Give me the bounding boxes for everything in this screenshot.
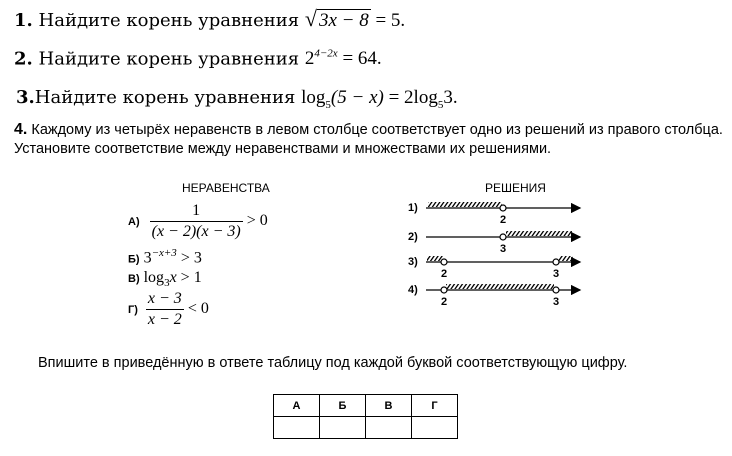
task-1-text: Найдите корень уравнения [38, 10, 300, 31]
solution-1-tick: 2 [500, 214, 507, 226]
task-3-text: Найдите корень уравнения [34, 87, 296, 108]
inequality-c-log-base: 3 [164, 277, 170, 290]
inequality-c-label: В) [128, 273, 140, 285]
inequality-a-label: А) [128, 216, 140, 229]
task-1-number: 1. [14, 10, 33, 31]
task-1-rhs: = 5. [370, 10, 406, 31]
solution-3-hatch-right [559, 256, 573, 261]
inequality-c-arg: x [169, 269, 177, 286]
inequalities-header: НЕРАВЕНСТВА [182, 181, 270, 195]
inequality-b [128, 247, 202, 267]
instruction-text: Впишите в приведённую в ответе таблицу под каждой буквой соответствующую цифру. [38, 355, 628, 371]
inequality-c [128, 269, 202, 289]
task-3-rhs-coef: = 2log [383, 87, 438, 108]
answer-table-value-row [274, 417, 458, 439]
task-3-number: 3. [16, 87, 35, 108]
task-4-number: 4. [14, 121, 28, 138]
answer-cell-g[interactable] [412, 417, 458, 439]
answer-header-v: В [366, 395, 412, 417]
task-1-equation [304, 6, 406, 31]
task-2-number: 2. [14, 48, 33, 70]
answer-cell-a[interactable] [274, 417, 320, 439]
task-1 [14, 6, 405, 32]
solution-3-point-3 [553, 259, 559, 265]
answer-table-header-row [274, 395, 458, 417]
solution-3-tick-2: 2 [441, 268, 448, 280]
number-lines-diagram [400, 195, 600, 315]
inequality-d-relation: < 0 [187, 300, 209, 318]
inequality-a-fraction [150, 202, 243, 241]
inequality-d-numerator: x − 3 [147, 290, 182, 307]
solution-3-label: 3) [408, 256, 418, 268]
answer-table [273, 394, 458, 439]
solution-4-tick-3: 3 [553, 296, 560, 308]
solution-1-hatch [428, 202, 502, 207]
inequality-c-relation: > 1 [176, 269, 202, 286]
inequality-b-base: 3 [143, 249, 152, 267]
answer-cell-v[interactable] [366, 417, 412, 439]
task-3-log: log [301, 87, 326, 108]
solutions-header: РЕШЕНИЯ [485, 181, 546, 195]
solution-4-point-3 [553, 287, 559, 293]
task-1-radicand: 3x − 8 [318, 10, 369, 31]
solution-4-point-2 [441, 287, 447, 293]
inequality-b-relation: > 3 [176, 249, 202, 267]
task-3 [16, 87, 458, 111]
solution-4 [408, 284, 580, 308]
task-2 [14, 48, 382, 70]
solution-3-point-2 [441, 259, 447, 265]
answer-cell-b[interactable] [320, 417, 366, 439]
inequality-a [128, 202, 268, 241]
inequality-d-fraction [146, 290, 184, 329]
task-3-log-arg: (5 − x) [330, 87, 384, 108]
task-2-text: Найдите корень уравнения [38, 48, 300, 70]
answer-header-g: Г [412, 395, 458, 417]
task-4 [14, 120, 729, 159]
inequality-a-numerator: 1 [192, 202, 201, 219]
inequality-d-label: Г) [128, 304, 138, 317]
task-3-rhs-arg: 3. [443, 87, 458, 108]
solution-2-label: 2) [408, 231, 418, 243]
solution-3 [408, 256, 580, 280]
inequality-a-relation: > 0 [246, 212, 268, 230]
sqrt-sign: √ [304, 6, 317, 31]
task-2-equation [305, 48, 382, 69]
answer-header-b: Б [320, 395, 366, 417]
inequality-d-denominator: x − 2 [147, 311, 182, 328]
solution-1 [408, 202, 580, 226]
solution-4-hatch [446, 284, 554, 289]
task-3-rhs-base: 5 [437, 98, 444, 111]
inequality-b-label: Б) [128, 253, 140, 266]
task-2-exponent: 4−2x [314, 48, 338, 60]
task-4-text: Каждому из четырёх неравенств в левом столбце соответствует одно из решений из правого столбца. Установите соответствие между неравенствами и множествами их решениями. [14, 122, 723, 157]
inequality-b-exponent: −x+3 [151, 247, 177, 259]
task-2-base: 2 [304, 48, 315, 70]
task-3-equation [301, 87, 458, 111]
inequality-c-log: log [143, 269, 165, 286]
inequality-d [128, 290, 209, 329]
solution-3-hatch-left [427, 256, 443, 261]
solution-1-label: 1) [408, 202, 418, 214]
answer-header-a: А [274, 395, 320, 417]
task-2-rhs: = 64. [337, 48, 382, 70]
task-3-log-base: 5 [325, 98, 331, 111]
solution-4-tick-2: 2 [441, 296, 448, 308]
solution-2-point [500, 234, 506, 240]
solution-4-label: 4) [408, 284, 418, 296]
solution-2-hatch [506, 231, 572, 236]
solution-2 [408, 231, 580, 255]
solution-3-tick-3: 3 [553, 268, 560, 280]
solution-1-point [500, 205, 506, 211]
inequality-a-denominator: (x − 2)(x − 3) [151, 223, 241, 240]
solution-2-tick: 3 [500, 243, 507, 255]
